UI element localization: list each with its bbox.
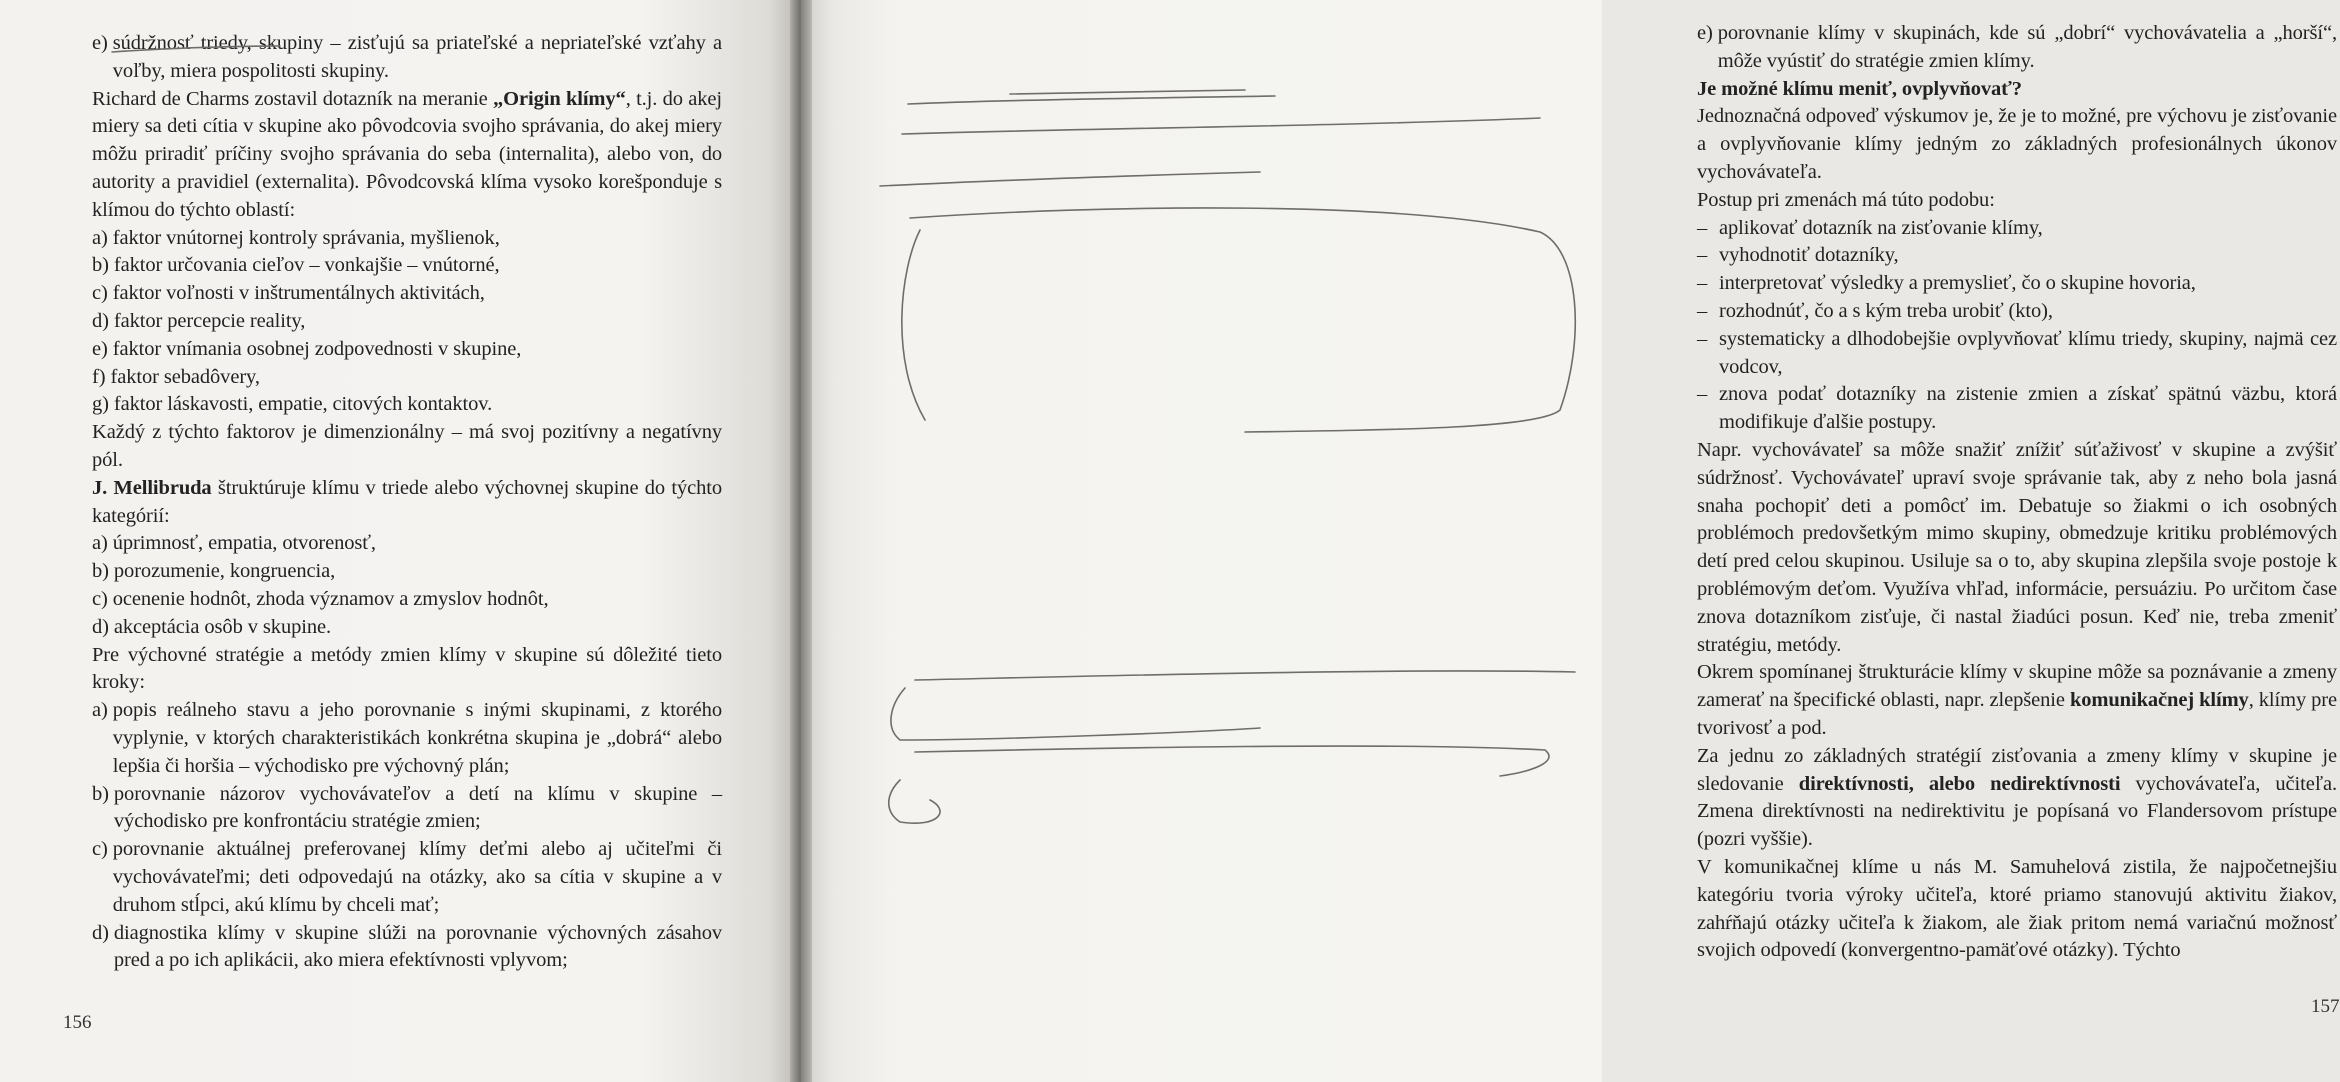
list-item-text: porovnanie aktuálnej preferovanej klímy deťmi alebo aj učiteľmi či vychovávateľmi; deti odpovedajú na otázky, ako sa cítia v skupine a v druhom stĺpci, akú klímu by chceli mať;: [112, 838, 722, 916]
paragraph: [1697, 659, 2337, 742]
bold-text: komunikačnej klímy: [2069, 689, 2249, 712]
list-item-label: a): [92, 532, 108, 555]
list-item: [92, 225, 722, 253]
list-item-text: úprimnosť, empatia, otvorenosť,: [112, 532, 376, 555]
paragraph: [1697, 743, 2337, 854]
dash-list-item: [1697, 215, 2337, 243]
list-item-label: –: [1697, 383, 1708, 406]
list-item: [92, 280, 722, 308]
list-item-label: b): [92, 782, 109, 805]
paragraph: [92, 419, 722, 475]
text-span: , t.j. do akej miery sa deti cítia v skupine ako pôvodcovia svojho správania, do akej miery môžu priradiť príčiny svojho správania do seba (internalita), alebo von, do autority a pravidiel (externalita). Pôvodcovská klíma vysoko korešponduje s klímou do týchto oblastí:: [92, 87, 722, 221]
text-span: štruktúruje klímu v triede alebo výchovnej skupine do týchto kategórií:: [92, 476, 722, 527]
list-item: [92, 586, 722, 614]
list-item-text: porovnanie názorov vychovávateľov a detí na klímu v skupine – východisko pre konfrontáciu stratégie zmien;: [113, 782, 722, 833]
list-item-text: interpretovať výsledky a premyslieť, čo o skupine hovoria,: [1719, 272, 2196, 295]
text-span: , klímy pre tvorivosť a pod.: [1697, 689, 2338, 739]
bold-text: Je možné klímu meniť, ovplyvňovať?: [1697, 77, 2022, 100]
list-item-label: g): [92, 393, 109, 416]
list-item: [92, 308, 722, 336]
left-page-number: 156: [63, 1012, 92, 1033]
list-item: [92, 781, 722, 837]
right-page: [801, 0, 2340, 1082]
list-item-label: –: [1697, 299, 1708, 322]
list-item-text: faktor vnútornej kontroly správania, myšlienok,: [112, 226, 500, 249]
list-item-label: e): [92, 32, 108, 54]
list-item-label: b): [92, 254, 109, 277]
bold-text: „Origin klímy“: [492, 87, 626, 110]
list-item-label: a): [92, 699, 108, 722]
text-span: Richard de Charms zostavil dotazník na meranie: [92, 87, 493, 110]
list-item: [92, 530, 722, 558]
list-item-label: –: [1697, 216, 1708, 239]
list-item-text: diagnostika klímy v skupine slúži na porovnanie výchovných zásahov pred a po ich aplikácii, ako miera efektívnosti vplyvom;: [113, 921, 722, 972]
text-span: V komunikačnej klíme u nás M. Samuhelová zistila, že najpočetnejšiu kategóriu tvoria výroky učiteľa, ktoré priamo stanovujú aktivitu žiakov, zahŕňajú otázky učiteľa k žiakom, ale žiak pritom nemá variačnú možnosť svojich odpovedí (konvergentno-pamäťové otázky). Týchto: [1697, 855, 2337, 962]
list-item-text: rozhodnúť, čo a s kým treba urobiť (kto),: [1719, 299, 2053, 322]
text-span: Jednoznačná odpoveď výskumov je, že je to možné, pre výchovu je zisťovanie a ovplyvňovanie klímy jedným zo základných profesionálnych úkonov vychovávateľa.: [1697, 105, 2337, 183]
bold-text: J. Mellibruda: [92, 476, 212, 499]
list-item-text: faktor sebadôvery,: [110, 365, 260, 388]
list-item-label: d): [92, 309, 109, 332]
list-item-text: faktor voľnosti v inštrumentálnych aktivitách,: [112, 282, 485, 305]
text-span: vychovávateľa, učiteľa. Zmena direktívnosti na nedirektivitu je popísaná vo Flandersovom prístupe (pozri vyššie).: [1697, 772, 2337, 851]
list-item: [92, 836, 722, 919]
list-item: [92, 614, 722, 642]
paragraph: [1697, 854, 2337, 965]
list-item: [92, 391, 722, 419]
dash-list-item: [1697, 242, 2337, 270]
left-page: [0, 0, 801, 1082]
paragraph: [1697, 103, 2337, 186]
text-span: Za jednu zo základných stratégií zisťovania a zmeny klímy v skupine je sledovanie: [1697, 744, 2337, 795]
list-item-text: porovnanie klímy v skupinách, kde sú „dobrí“ vychovávatelia a „horší“, môže vyústiť do stratégie zmien klímy.: [1717, 22, 2337, 72]
right-page-text: [1697, 20, 2337, 965]
list-item: [92, 336, 722, 364]
paragraph: [1697, 187, 2337, 215]
list-item-text: popis reálneho stavu a jeho porovnanie s inými skupinami, z ktorého vyplynie, v ktorých charakteristikách konkrétna skupina je „dobrá“ alebo lepšia či horšia – východisko pre výchovný plán;: [112, 699, 722, 777]
list-item-label: a): [92, 226, 108, 249]
list-item-text: systematicky a dlhodobejšie ovplyvňovať klímu triedy, skupiny, najmä cez vodcov,: [1719, 327, 2337, 378]
list-item-text: vyhodnotiť dotazníky,: [1719, 244, 1899, 267]
list-item-label: c): [92, 587, 108, 610]
list-item-label: –: [1697, 244, 1708, 267]
list-item: [92, 558, 722, 586]
list-item: [92, 920, 722, 976]
list-item: [92, 252, 722, 280]
dash-list-item: [1697, 298, 2337, 326]
book-gutter: [790, 0, 812, 1082]
list-item-text: ocenenie hodnôt, zhoda významov a zmyslov hodnôt,: [112, 587, 549, 610]
list-item: [1697, 20, 2337, 76]
text-span: Postup pri zmenách má túto podobu:: [1697, 188, 1995, 211]
paragraph: [1697, 76, 2337, 104]
text-span: Okrem spomínanej štrukturácie klímy v skupine môže sa poznávanie a zmeny zamerať na špecifické oblasti, napr. zlepšenie: [1697, 661, 2337, 712]
list-item-text: faktor vnímania osobnej zodpovednosti v skupine,: [112, 337, 522, 360]
dash-list-item: [1697, 270, 2337, 298]
list-item-text: znova podať dotazníky na zistenie zmien a získať spätnú väzbu, ktorá modifikuje ďalšie postupy.: [1719, 383, 2337, 434]
list-item-label: –: [1697, 272, 1708, 295]
bold-text: direktívnosti, alebo nedirektívnosti: [1798, 772, 2121, 795]
paragraph: [92, 86, 722, 225]
paragraph: [92, 642, 722, 698]
list-item-text: faktor percepcie reality,: [113, 309, 306, 332]
text-span: Pre výchovné stratégie a metódy zmien klímy v skupine sú dôležité tieto kroky:: [92, 643, 722, 694]
dash-list-item: [1697, 326, 2337, 382]
list-item: [92, 30, 722, 86]
list-item-text: akceptácia osôb v skupine.: [113, 615, 332, 638]
paragraph: [92, 475, 722, 531]
list-item-label: –: [1697, 327, 1708, 350]
left-page-text: [92, 30, 722, 975]
list-item-label: b): [92, 560, 109, 583]
paragraph: [1697, 437, 2337, 659]
list-item-label: f): [92, 365, 106, 388]
list-item-label: c): [92, 282, 108, 305]
list-item: [92, 697, 722, 780]
right-page-number: 157: [2311, 996, 2340, 1017]
text-span: Každý z týchto faktorov je dimenzionálny – má svoj pozitívny a negatívny pól.: [92, 421, 722, 471]
list-item-label: d): [92, 921, 109, 944]
dash-list-item: [1697, 381, 2337, 437]
list-item-text: faktor láskavosti, empatie, citových kontaktov.: [113, 393, 493, 416]
list-item: [92, 364, 722, 392]
list-item-text: súdržnosť triedy, skupiny – zisťujú sa priateľské a nepriateľské vzťahy a voľby, miera pospolitosti skupiny.: [112, 32, 722, 82]
list-item-label: e): [92, 337, 108, 360]
list-item-text: aplikovať dotazník na zisťovanie klímy,: [1719, 216, 2043, 239]
list-item-label: d): [92, 615, 109, 638]
list-item-text: porozumenie, kongruencia,: [113, 560, 336, 583]
text-span: Napr. vychovávateľ sa môže snažiť znížiť súťaživosť v skupine a zvýšiť súdržnosť. Vychovávateľ upraví svoje správanie tak, aby z neho bola jasná snaha pochopiť deti a pomôcť im. Debatuje so žiakmi o ich osobných problémoch predovšetkým mimo skupiny, obmedzuje kritiku problémových detí pred celou skupinou. Usiluje sa o to, aby skupina zlepšila svoje postoje k problémovým deťom. Využíva vhľad, informácie, persuáziu. Po určitom čase znova dotazníkom zisťuje, či nastal žiadúci posun. Keď nie, treba zmeniť stratégiu, metódy.: [1697, 438, 2337, 656]
list-item-text: faktor určovania cieľov – vonkajšie – vnútorné,: [113, 254, 500, 277]
list-item-label: e): [1697, 22, 1713, 44]
list-item-label: c): [92, 838, 108, 861]
